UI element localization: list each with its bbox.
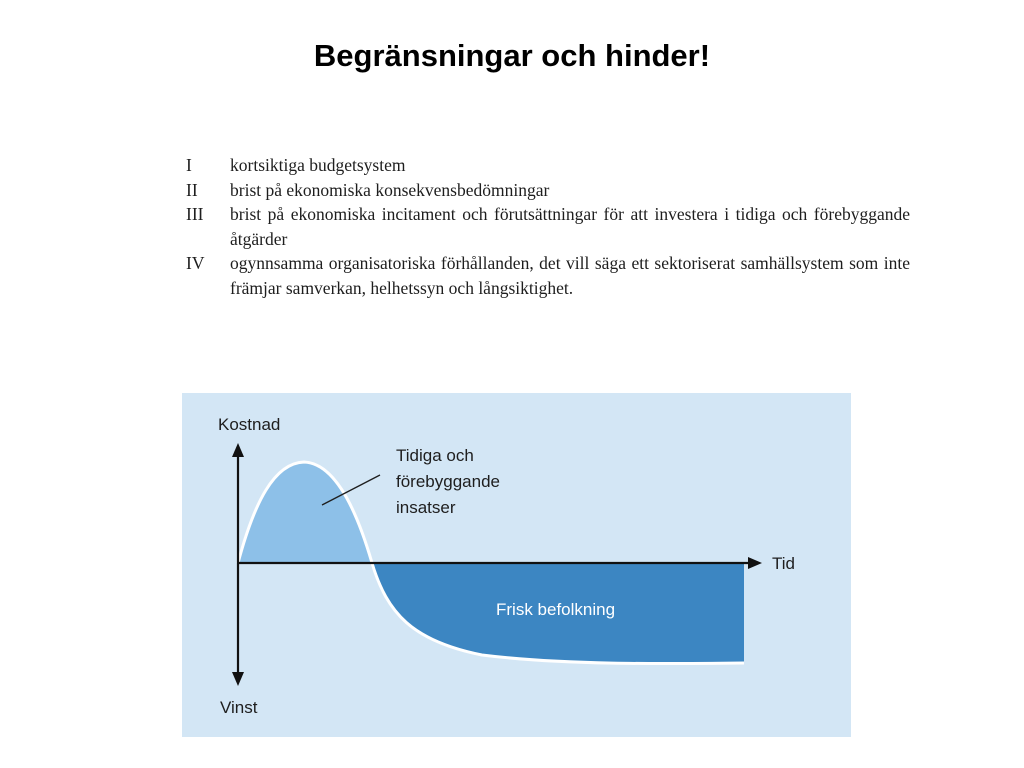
barrier-numeral: IV — [186, 253, 205, 273]
barrier-text: ogynnsamma organisatoriska förhållanden, det vill säga ett sektoriserat samhällsystem som inte främjar samverkan, helhetssyn och långsiktighet. — [230, 253, 910, 298]
barrier-item — [186, 178, 910, 203]
peak-annotation-line-1: Tidiga och — [396, 446, 474, 465]
area-label: Frisk befolkning — [496, 600, 616, 619]
slide-title: Begränsningar och hinder! — [313, 38, 711, 73]
barrier-item — [186, 153, 910, 178]
barrier-text: brist på ekonomiska incitament och förutsättningar för att investera i tidiga och förebyggande åtgärder — [230, 204, 910, 249]
barrier-numeral: II — [186, 179, 198, 200]
peak-annotation-line-3: insatser — [396, 498, 456, 517]
barrier-item — [186, 251, 910, 300]
barrier-text: kortsiktiga budgetsystem — [230, 155, 406, 175]
peak-annotation-line-2: förebyggande — [396, 472, 500, 491]
barrier-numeral: I — [186, 155, 192, 175]
cost-benefit-diagram — [182, 393, 851, 737]
barrier-text: brist på ekonomiska konsekvensbedömningar — [230, 179, 550, 200]
barrier-numeral: III — [186, 204, 204, 224]
y-axis-top-label: Kostnad — [218, 415, 281, 434]
barrier-list — [186, 153, 910, 300]
y-axis-bottom-label: Vinst — [220, 698, 258, 717]
barrier-item — [186, 202, 910, 251]
x-axis-label: Tid — [772, 554, 795, 573]
